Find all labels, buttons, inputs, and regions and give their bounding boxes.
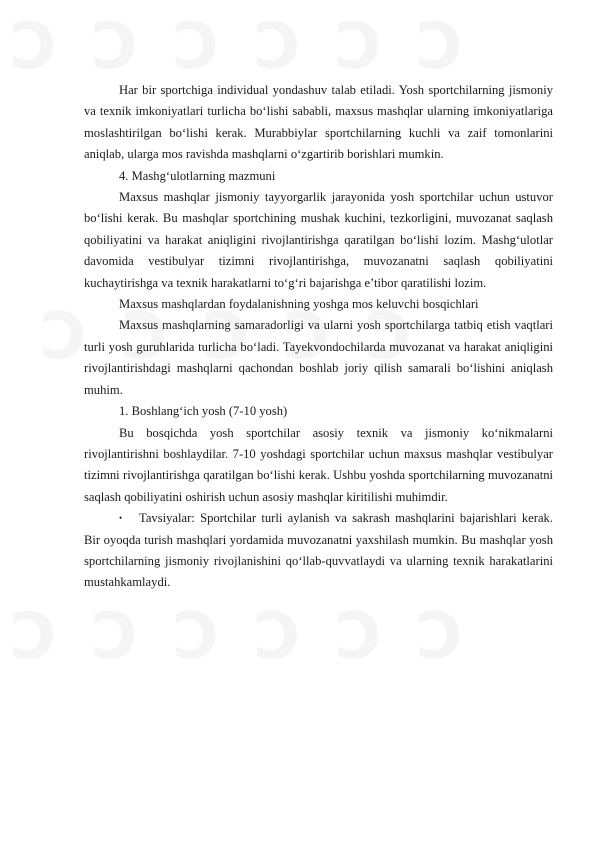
document-body xyxy=(84,80,553,594)
paragraph-initial-stage: Bu bosqichda yosh sportchilar asosiy texnik va jismoniy ko‘nikmalarni rivojlantirishni boshlaydilar. 7-10 yoshdagi sportchilar uchun maxsus mashqlar vestibulyar tizimni rivojlantirishga qaratilgan bo‘lishi kerak. Ushbu yoshda sportchilarning muvozanatni saqlash qobiliyatini oshirish uchun asosiy mashqlar kiritilishi muhimdir. xyxy=(84,425,553,504)
bullet-marker: • xyxy=(119,513,123,524)
section-heading-training-content: 4. Mashg‘ulotlarning mazmuni xyxy=(119,168,276,183)
subheading-initial-age: 1. Boshlang‘ich yosh (7-10 yosh) xyxy=(119,404,288,419)
paragraph-special-exercises: Maxsus mashqlar jismoniy tayyorgarlik jarayonida yosh sportchilar uchun ustuvor bo‘lishi kerak. Bu mashqlar sportchining mushak kuchini, tezkorligini, muvozanat saqlash qobiliyatini va harakat aniqligini rivojlantirishga qaratilgan bo‘lishi lozim. Mashg‘ulotlar davomida vestibulyar tizimni rivojlantirishga, muvozanatni saqlash qobiliyatini kuchaytirishga va texnik harakatlarni to‘g‘ri bajarishga e’tibor qaratilishi lozim. xyxy=(84,190,553,290)
bullet-text: Tavsiyalar: Sportchilar turli aylanish va sakrash mashqlarini bajarishlari kerak. Bir oyoqda turish mashqlari yordamida muvozanatni yaxshilash mumkin. Bu mashqlar yosh sportchilarning jismoniy rivojlanishini qo‘llab-quvvatlaydi va ularning texnik harakatlarini mustahkamlaydi. xyxy=(84,511,553,590)
subheading-age-stages: Maxsus mashqlardan foydalanishning yoshga mos keluvchi bosqichlari xyxy=(119,297,479,312)
paragraph-individual-approach: Har bir sportchiga individual yondashuv talab etiladi. Yosh sportchilarning jismoniy va texnik imkoniyatlari turlicha bo‘lishi sababli, maxsus mashqlar ularning imkoniyatlariga moslashtirilgan bo‘lishi kerak. Murabbiylar sportchilarning kuchli va zaif tomonlarini aniqlab, ularga mos ravishda mashqlarni o‘zgartirib borishlari mumkin. xyxy=(84,83,553,162)
bullet-recommendations xyxy=(84,508,553,594)
paragraph-effectiveness: Maxsus mashqlarning samaradorligi va ularni yosh sportchilarga tatbiq etish vaqtlari turli yosh guruhlarida turlicha bo‘ladi. Tayekvondochilarda muvozanat va harakat aniqligini rivojlantirishdagi mashqlarni qachondan boshlab joriy qilish samarali bo‘lishini aniqlash muhim. xyxy=(84,318,553,397)
